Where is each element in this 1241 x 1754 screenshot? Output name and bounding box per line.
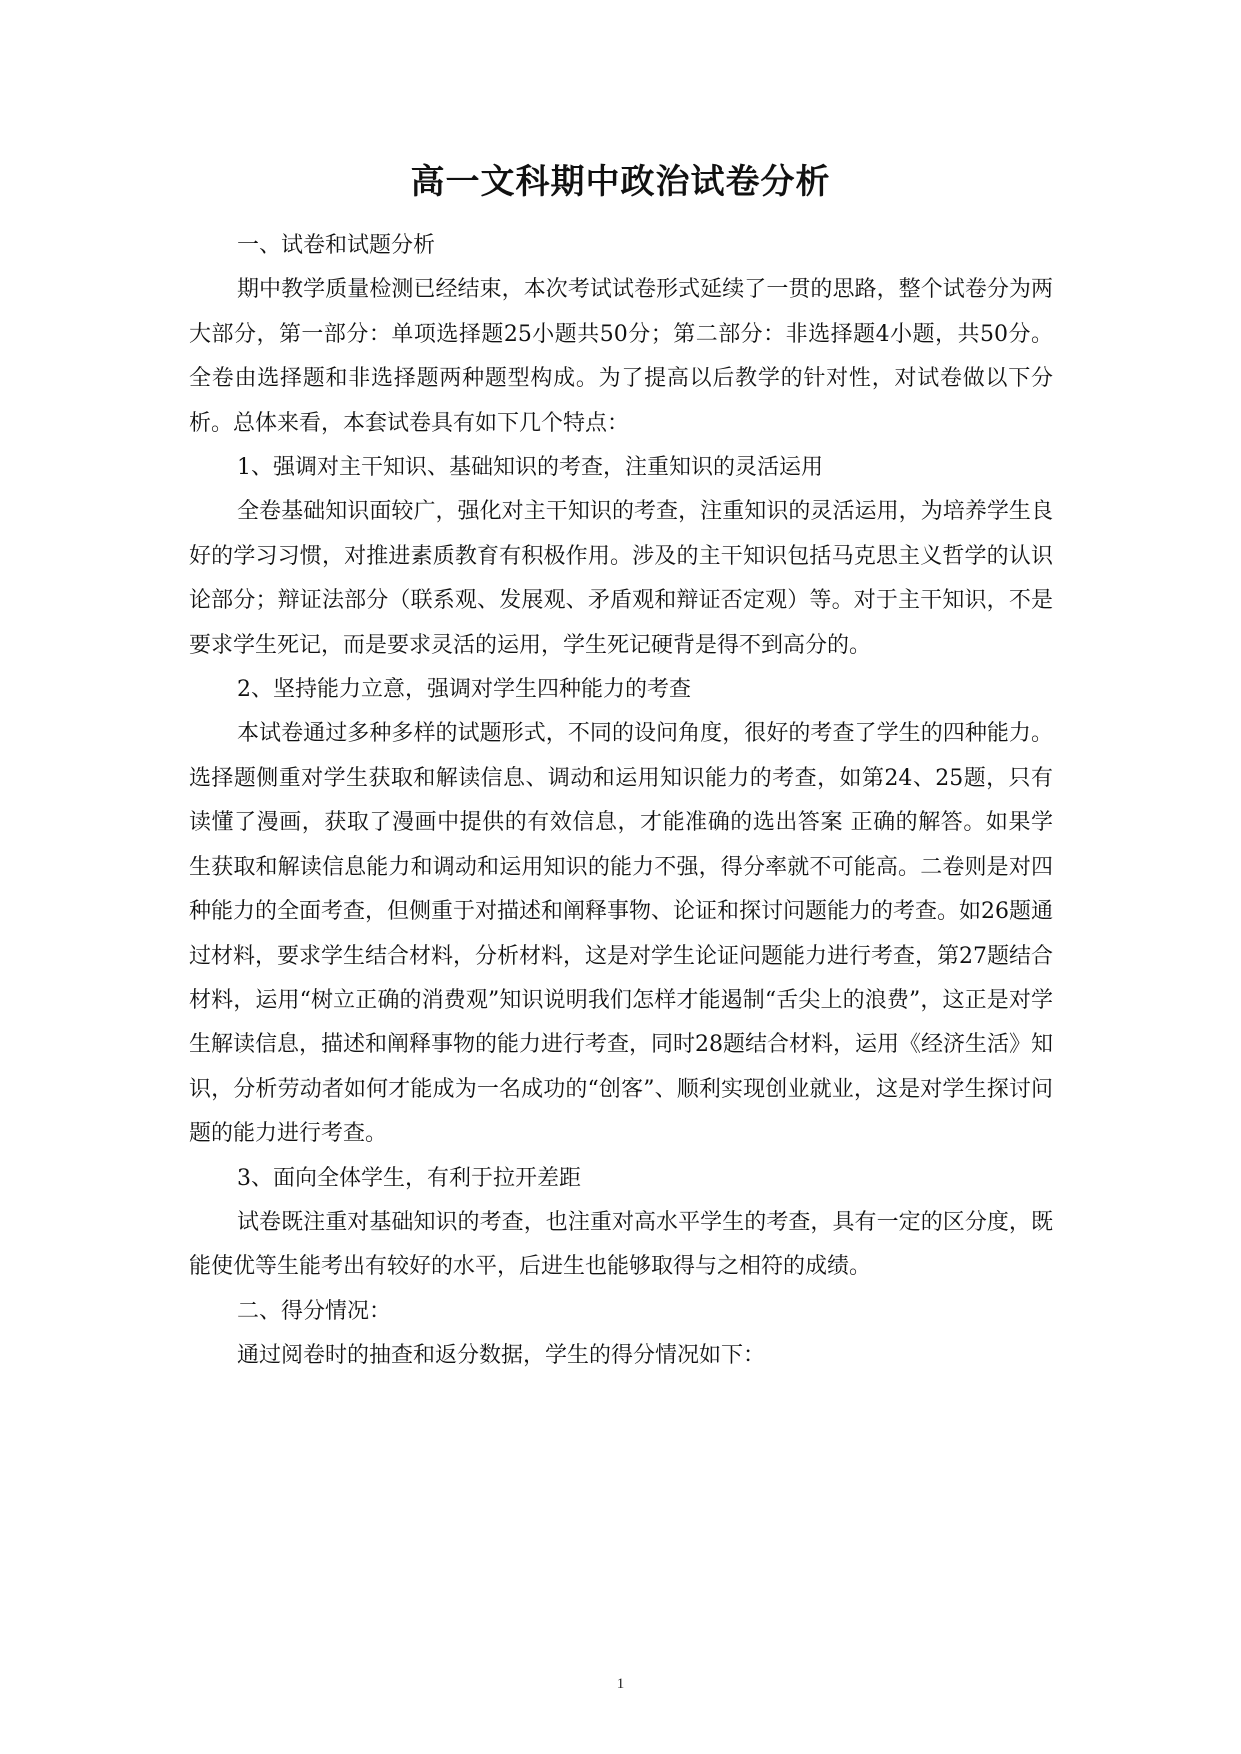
point-heading-2: 2、坚持能力立意，强调对学生四种能力的考查 [237, 677, 691, 703]
section-heading-1: 一、试卷和试题分析 [237, 233, 436, 258]
section2-paragraph: 通过阅卷时的抽查和返分数据，学生的得分情况如下： [237, 1343, 766, 1369]
document-title: 高一文科期中政治试卷分析 [410, 162, 831, 202]
point-heading-1: 1、强调对主干知识、基础知识的考查，注重知识的灵活运用 [237, 455, 823, 481]
intro-paragraph: 期中教学质量检测已经结束，本次考试试卷形式延续了一贯的思路，整个试卷分为两大部分，第一部分：单项选择题25小题共50分；第二部分：非选择题4小题，共50分。全卷由选择题和非选择题两种题型构成。为了提高以后教学的针对性，对试卷做以下分析。总体来看，本套试卷具有如下几个特点： [189, 277, 1053, 436]
point-paragraph-2: 本试卷通过多种多样的试题形式，不同的设问角度，很好的考查了学生的四种能力。选择题侧重对学生获取和解读信息、调动和运用知识能力的考查，如第24、25题，只有读懂了漫画，获取了漫画中提供的有效信息，才能准确的选出答案 正确的解答。如果学生获取和解读信息能力和调动和运用知识的能力不强，得分率就不可能高。二卷则是对四种能力的全面考查，但侧重于对描述和阐释事物、论证和探讨问题能力的考查。如26题通过材料，要求学生结合材料，分析材料，这是对学生论证问题能力进行考查，第27题结合材料，运用“树立正确的消费观”知识说明我们怎样才能遏制“舌尖上的浪费”，这正是对学生解读信息，描述和阐释事物的能力进行考查，同时28题结合材料，运用《经济生活》知识，分析劳动者如何才能成为一名成功的“创客”、顺利实现创业就业，这是对学生探讨问题的能力进行考查。 [189, 721, 1053, 1147]
point-paragraph-1: 全卷基础知识面较广，强化对主干知识的考查，注重知识的灵活运用，为培养学生良好的学习习惯，对推进素质教育有积极作用。涉及的主干知识包括马克思主义哲学的认识论部分；辩证法部分（联系观、发展观、矛盾观和辩证否定观）等。对于主干知识，不是要求学生死记，而是要求灵活的运用，学生死记硬背是得不到高分的。 [189, 499, 1053, 658]
point-paragraph-3: 试卷既注重对基础知识的考查，也注重对高水平学生的考查，具有一定的区分度，既能使优等生能考出有较好的水平，后进生也能够取得与之相符的成绩。 [189, 1209, 1053, 1280]
point-heading-3: 3、面向全体学生，有利于拉开差距 [237, 1165, 581, 1191]
page-number: 1 [616, 1676, 625, 1692]
document-body [189, 224, 1053, 1379]
section-heading-2: 二、得分情况： [237, 1298, 392, 1324]
